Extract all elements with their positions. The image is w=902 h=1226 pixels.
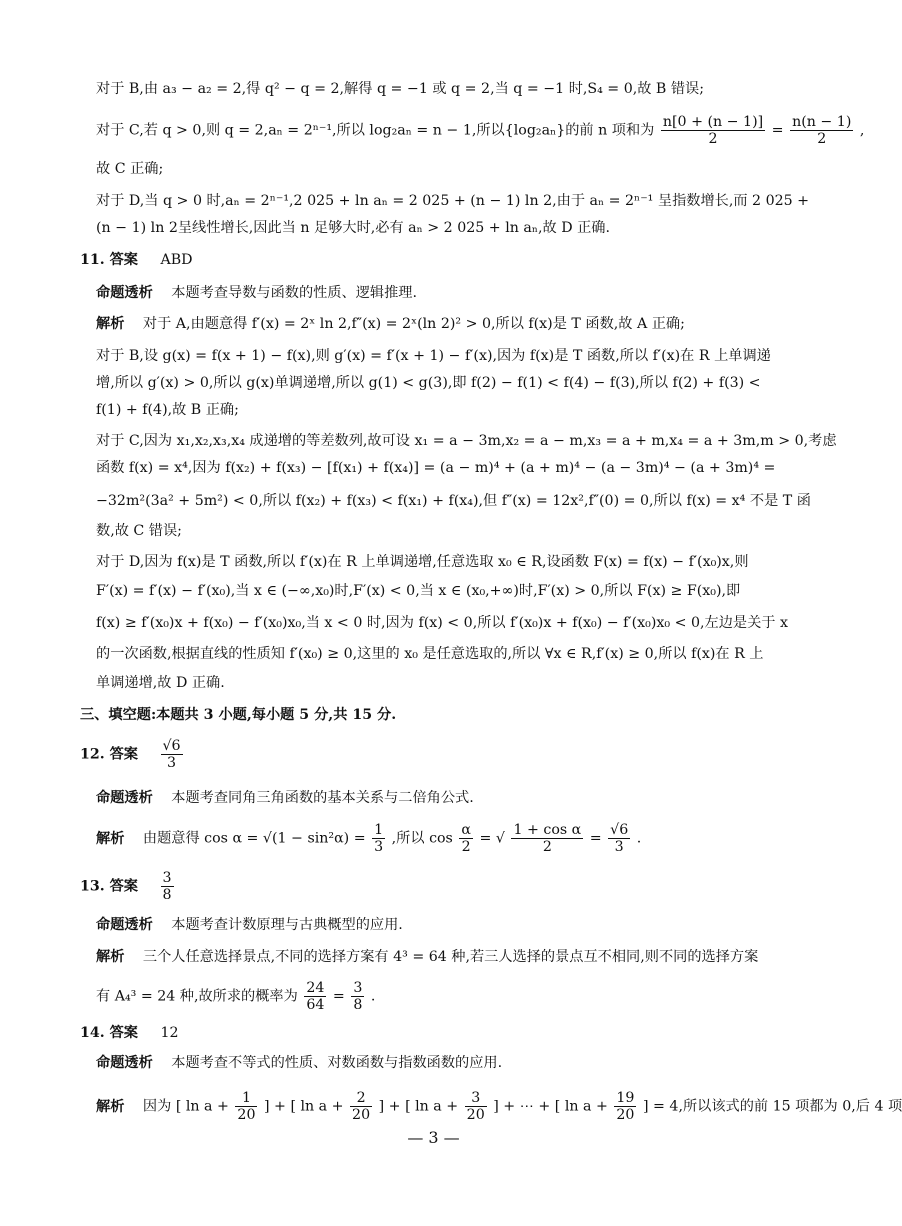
numerator: n(n − 1) [792,114,852,130]
line: F′(x) = f′(x) − f′(x₀),当 x ∈ (−∞,x₀)时,F′(x) < 0,当 x ∈ (x₀,+∞)时,F′(x) > 0,所以 F(x) ≥ F(x₀),即 [96,583,741,599]
line: 对于 B,设 g(x) = f(x + 1) − f(x),则 g′(x) = f′(x + 1) − f′(x),因为 f(x)是 T 函数,所以 f′(x)在 R 上单调递 [96,348,771,364]
answer-value: ABD [160,252,193,268]
fraction [372,822,385,855]
q11-analysis [96,313,685,335]
q13-analysis-cont [96,980,375,1013]
q13-analysis [96,946,758,968]
fraction [511,822,583,855]
text: = [589,830,602,847]
text: . [636,830,642,847]
q13-purpose [96,914,403,936]
fraction [350,1090,372,1123]
q12-purpose [96,787,474,809]
analysis-tag: 解析 [96,316,125,332]
numerator: 3 [162,870,172,886]
answer-label: 14. 答案 [80,1025,138,1041]
numerator: 24 [306,980,325,996]
purpose-text: 本题考查不等式的性质、对数函数与指数函数的应用. [171,1055,503,1071]
denominator: 64 [306,997,325,1013]
text: 由题意得 cos α = √(1 − sin²α) = [142,830,366,847]
numerator: α [461,822,471,838]
fraction [614,1090,636,1123]
answer-fraction [161,738,183,771]
denominator: 20 [352,1107,371,1123]
denominator: 3 [614,839,624,855]
text: ,所以 cos [391,830,453,847]
answer-fraction [161,870,174,903]
denominator: 20 [616,1107,635,1123]
fraction [465,1090,487,1123]
purpose-text: 本题考查计数原理与古典概型的应用. [171,917,403,933]
line: 对于 D,因为 f(x)是 T 函数,所以 f′(x)在 R 上单调递增,任意选取 x₀ ∈ R,设函数 F(x) = f(x) − f′(x₀)x,则 [96,554,749,570]
text: [ ln a + [175,1098,229,1115]
line-option-b: 对于 B,由 a₃ − a₂ = 2,得 q² − q = 2,解得 q = −1 或 q = 2,当 q = −1 时,S₄ = 0,故 B 错误; [96,81,705,97]
denominator: 2 [708,131,718,147]
text: 对于 C,若 q > 0,则 q = 2,aₙ = 2ⁿ⁻¹,所以 log₂aₙ = n − 1,所以{log₂aₙ}的前 n 项和为 [96,122,655,139]
q14-answer [80,1022,179,1044]
fraction [661,114,765,147]
answer-label: 13. 答案 [80,878,138,895]
purpose-text: 本题考查导数与函数的性质、逻辑推理. [171,285,417,301]
numerator: 1 [235,1090,257,1107]
purpose-tag: 命题透析 [96,1055,153,1071]
q11-purpose [96,282,417,304]
line: −32m²(3a² + 5m²) < 0,所以 f(x₂) + f(x₃) < f(x₁) + f(x₄),但 f″(x) = 12x²,f″(0) = 0,所以 f(x) = x⁴ 不是 T 函 [96,493,811,509]
text: = √ [479,830,505,847]
fraction [304,980,326,1013]
answer-value: 12 [160,1025,179,1041]
denominator: 2 [817,131,827,147]
numerator: 2 [350,1090,372,1107]
line: 函数 f(x) = x⁴,因为 f(x₂) + f(x₃) − [f(x₁) + f(x₄)] = (a − m)⁴ + (a + m)⁴ − (a − 3m)⁴ − (a + 3m)⁴ = [96,460,776,476]
line: 对于 C,因为 x₁,x₂,x₃,x₄ 成递增的等差数列,故可设 x₁ = a − 3m,x₂ = a − m,x₃ = a + m,x₄ = a + 3m,m > 0,考虑 [96,433,837,449]
section-heading: 三、填空题:本题共 3 小题,每小题 5 分,共 15 分. [80,707,397,723]
numerator: n[0 + (n − 1)] [662,114,764,130]
fraction [608,822,630,855]
text: = [332,988,345,1005]
page-number: — 3 — [407,1128,460,1147]
denominator: 20 [466,1107,485,1123]
equals: = [771,122,784,139]
numerator: 1 [374,822,384,838]
line-option-c [96,114,864,147]
analysis-tag: 解析 [96,949,125,965]
denominator: 20 [237,1107,256,1123]
fraction [235,1090,257,1123]
purpose-tag: 命题透析 [96,285,153,301]
text: ] + [ ln a + [264,1098,344,1115]
analysis-text: 对于 A,由题意得 f′(x) = 2ˣ ln 2,f″(x) = 2ˣ(ln 2)² > 0,所以 f(x)是 T 函数,故 A 正确; [142,316,685,332]
denominator: 2 [461,839,471,855]
analysis-tag: 解析 [96,830,125,847]
analysis-text: 三个人任意选择景点,不同的选择方案有 4³ = 64 种,若三人选择的景点互不相同,则不同的选择方案 [142,949,759,965]
numerator: 19 [616,1090,635,1106]
q14-analysis [96,1090,902,1123]
line: f(1) + f(4),故 B 正确; [96,402,239,418]
denominator: 2 [542,839,552,855]
line: 数,故 C 错误; [96,523,182,539]
q13-answer [80,870,176,903]
line-option-d-cont: (n − 1) ln 2呈线性增长,因此当 n 足够大时,必有 aₙ > 2 025 + ln aₙ,故 D 正确. [96,220,610,236]
text: 因为 [142,1098,172,1115]
text: 有 A₄³ = 24 种,故所求的概率为 [96,988,298,1005]
denominator: 3 [374,839,384,855]
q12-answer [80,738,185,771]
line: f(x) ≥ f′(x₀)x + f(x₀) − f′(x₀)x₀,当 x < 0 时,因为 f(x) < 0,所以 f′(x₀)x + f(x₀) − f′(x₀)x₀ < 0,左边是关于 x [96,615,788,631]
q12-analysis [96,822,641,855]
line-c-correct: 故 C 正确; [96,161,164,177]
purpose-text: 本题考查同角三角函数的基本关系与二倍角公式. [171,790,474,806]
analysis-tag: 解析 [96,1098,125,1115]
numerator: √6 [162,738,181,754]
denominator: 8 [353,997,363,1013]
fraction [351,980,364,1013]
text: . [370,988,376,1005]
comma: , [859,122,865,139]
answer-label: 12. 答案 [80,746,138,763]
fraction [790,114,853,147]
text: ] + [ ln a + [378,1098,459,1115]
line: 增,所以 g′(x) > 0,所以 g(x)单调递增,所以 g(1) < g(3),即 f(2) − f(1) < f(4) − f(3),所以 f(2) + f(3) < [96,375,761,391]
fraction [459,822,473,855]
purpose-tag: 命题透析 [96,790,153,806]
answer-label: 11. 答案 [80,252,138,268]
denominator: 8 [162,887,172,903]
numerator: 1 + cos α [513,822,582,838]
line-option-d: 对于 D,当 q > 0 时,aₙ = 2ⁿ⁻¹,2 025 + ln aₙ = 2 025 + (n − 1) ln 2,由于 aₙ = 2ⁿ⁻¹ 呈指数增长,而 2 025 + [96,193,810,209]
numerator: 3 [353,980,363,996]
text: ] = 4,所以该式的前 15 项都为 0,后 4 项 [642,1098,902,1115]
purpose-tag: 命题透析 [96,917,153,933]
numerator: 3 [465,1090,487,1107]
q11-answer [80,249,193,271]
text: ] + ⋯ + [ ln a + [493,1098,608,1115]
line: 的一次函数,根据直线的性质知 f′(x₀) ≥ 0,这里的 x₀ 是任意选取的,所以 ∀x ∈ R,f′(x) ≥ 0,所以 f(x)在 R 上 [96,646,764,662]
numerator: √6 [610,822,629,838]
line: 单调递增,故 D 正确. [96,675,225,691]
denominator: 3 [167,755,177,771]
q14-purpose [96,1052,502,1074]
